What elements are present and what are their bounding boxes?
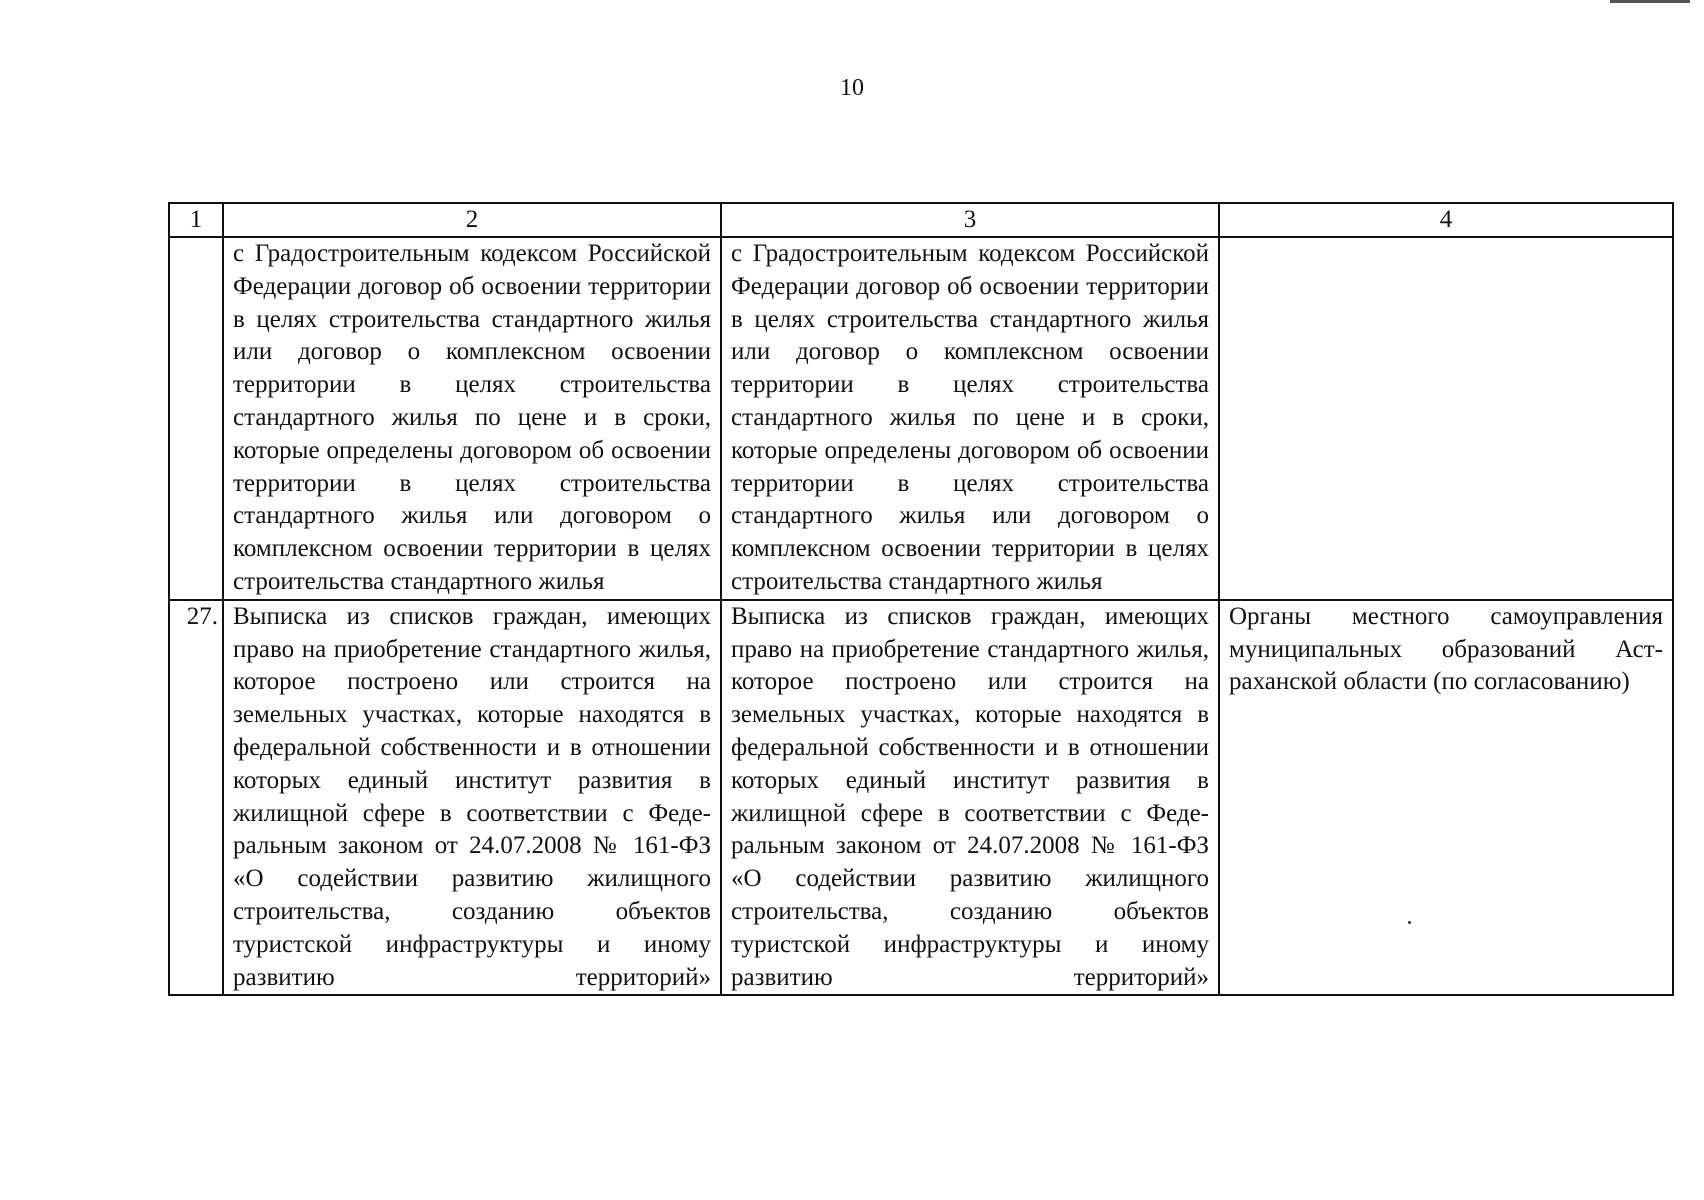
- document-name-text: с Градостроительным кодексом Российской Федерации договор об освоении территории в целях строительства стандартного жилья или договор о комплексном освоении территории в целях строительства стандартного жилья по цене и в сроки, которые определены договором об освоении территории в целях строительства стандартного жилья или договором о комплексном освоении территории в целях строительства стандартного жилья: [233, 240, 711, 595]
- responsible-body-text: Органы местного самоуправления муниципальных образований Астраханской области (по согласованию): [1229, 602, 1663, 696]
- document-description-cell: [721, 600, 1219, 996]
- document-description-text: Выписка из списков граждан, имеющих право на приобретение стандартного жилья, которое построено или строится на земельных участках, которые находятся в федеральной собственности и в отношении которых единый институт развития в жилищной сфере в соответствии с Федеральным законом от 24.07.2008 № 161-ФЗ «О содействии развитию жилищного строительства, созданию объектов туристской инфраструктуры и иному развитию территорий»: [731, 602, 1209, 991]
- document-name-cell: [223, 237, 721, 600]
- document-name-cell: [223, 600, 721, 996]
- header-col-3: 3: [721, 203, 1219, 237]
- header-col-4: 4: [1219, 203, 1673, 237]
- document-name-text: Выписка из списков граждан, имеющих право на приобретение стандартного жилья, которое построено или строится на земельных участках, которые находятся в федеральной собственности и в отношении которых единый институт развития в жилищной сфере в соответствии с Федеральным законом от 24.07.2008 № 161-ФЗ «О содействии развитию жилищного строительства, созданию объектов туристской инфраструктуры и иному развитию территорий»: [233, 602, 711, 991]
- header-col-1: 1: [169, 203, 223, 237]
- table-row: [169, 237, 1673, 600]
- document-description-text: с Градостроительным кодексом Российской Федерации договор об освоении территории в целях строительства стандартного жилья или договор о комплексном освоении территории в целях строительства стандартного жилья по цене и в сроки, которые определены договором об освоении территории в целях строительства стандартного жилья или договором о комплексном освоении территории в целях строительства стандартного жилья: [731, 240, 1209, 595]
- row-number-cell: [169, 237, 223, 600]
- scan-corner-mark: [1610, 0, 1690, 3]
- table-header-row: [169, 203, 1673, 237]
- table-row: [169, 600, 1673, 996]
- responsible-body-cell: [1219, 237, 1673, 600]
- document-table: [168, 202, 1674, 996]
- header-col-2: 2: [223, 203, 721, 237]
- row-number-cell: 27.: [169, 600, 223, 996]
- document-description-cell: [721, 237, 1219, 600]
- responsible-body-cell: [1219, 600, 1673, 996]
- page-number: 10: [840, 75, 864, 101]
